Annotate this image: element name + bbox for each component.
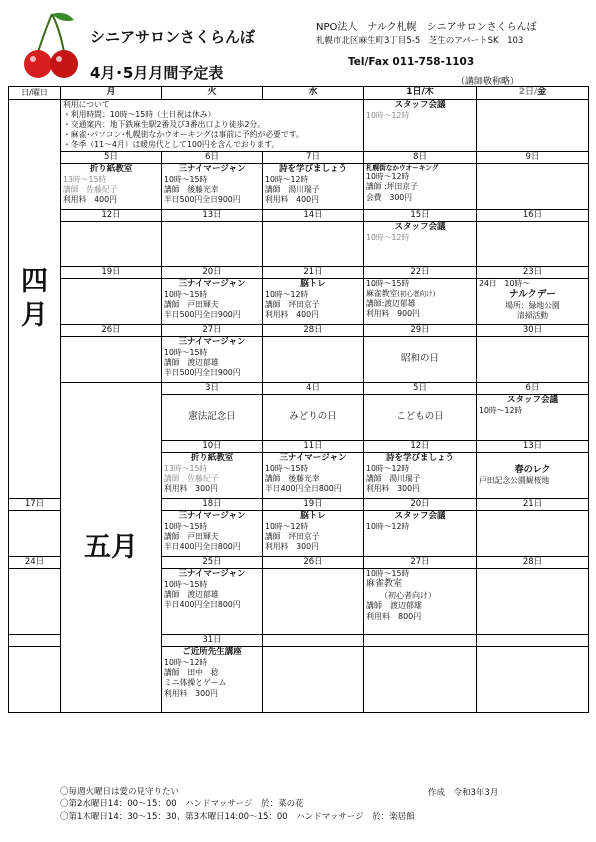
event-time: 10時～12時 — [366, 232, 410, 242]
event-topic: ミニ体操とゲーム — [164, 678, 227, 688]
holiday-showa: 昭和の日 — [364, 336, 477, 382]
april-label: 四月 — [9, 99, 61, 498]
may-label: 五月 — [61, 382, 162, 712]
date-cell: 27日 — [162, 324, 263, 336]
event-time: 10時～15時 — [164, 522, 208, 532]
event-fee: 利用料 300円 — [265, 542, 319, 552]
date-cell: 17日 — [9, 498, 61, 510]
event-title: 折り紙教室 — [190, 452, 234, 463]
event-title: 三ナイマージャン — [178, 336, 246, 347]
event-title: スタッフ会議 — [394, 511, 446, 522]
event-title: 折り紙教室 — [89, 163, 133, 174]
friday-date-gray: 2日/ — [518, 87, 538, 97]
event-fee: 半日400円全日800円 — [164, 542, 241, 552]
event-time: 13時～15時 — [164, 464, 208, 474]
date-cell: 22日 — [364, 266, 477, 278]
event-teacher: 講師 湯川瑞子 — [366, 474, 421, 484]
empty-cell — [9, 647, 61, 713]
empty-cell — [162, 221, 263, 266]
date-row — [9, 382, 589, 394]
event-title: 三ナイマージャン — [178, 278, 246, 289]
date-cell: 11日 — [263, 440, 364, 452]
monday-header: 月 — [61, 87, 162, 100]
holiday-children: こどもの日 — [364, 394, 477, 440]
event-title: 三ナイマージャン — [178, 569, 246, 580]
event-title: 詩を学びましょう — [278, 163, 347, 174]
event-time: 10時～12時 — [265, 289, 309, 299]
empty-cell — [477, 511, 589, 557]
date-cell: 9日 — [477, 151, 589, 163]
event-origami — [61, 163, 162, 209]
usage-line: ・交通案内：地下鉄麻生駅2番及び3番出口より徒歩2分。 — [63, 119, 266, 129]
event-title: 脳トレ — [300, 278, 326, 289]
event-title: ご近所先生講座 — [182, 647, 242, 658]
date-row — [9, 324, 589, 336]
event-fee: 利用料 300円 — [366, 484, 420, 494]
day-label-header: 日/曜日 — [9, 87, 61, 100]
empty-cell — [263, 635, 364, 647]
event-teacher: 講師 後藤光幸 — [164, 184, 219, 194]
friday-header — [477, 87, 589, 100]
event-title: 三ナイマージャン — [178, 511, 246, 522]
date-cell: 8日 — [364, 151, 477, 163]
intro-row — [9, 99, 589, 151]
event-teacher: 講師 佐藤紀子 — [63, 184, 118, 194]
date-cell: 5日 — [61, 151, 162, 163]
date-cell: 10日 — [162, 440, 263, 452]
cherry-logo-icon — [22, 8, 82, 88]
event-title: スタッフ会議 — [506, 394, 558, 405]
event-teacher: 講師:渡辺郁雄 — [366, 299, 416, 309]
event-time: 24日 10時～ — [479, 278, 531, 288]
date-cell: 27日 — [364, 557, 477, 569]
empty-cell — [364, 647, 477, 713]
empty-cell — [9, 511, 61, 557]
date-cell: 19日 — [61, 266, 162, 278]
event-title: 春のレク — [514, 464, 551, 475]
empty-cell — [9, 569, 61, 635]
date-cell: 6日 — [477, 382, 589, 394]
event-fee: 半日500円全日900円 — [164, 368, 241, 378]
usage-heading: 利用について — [63, 99, 110, 109]
date-cell: 28日 — [263, 324, 364, 336]
event-time: 10時～12時 — [366, 464, 410, 474]
date-cell: 28日 — [477, 557, 589, 569]
event-teacher: 講師 田中 稔 — [164, 668, 219, 678]
event-staff-meeting — [364, 221, 477, 266]
schedule-table — [8, 86, 589, 713]
event-time: 10時～15時 — [164, 347, 208, 357]
event-mahjong — [162, 278, 263, 324]
event-fee: 利用料 900円 — [366, 309, 420, 319]
date-cell: 20日 — [364, 498, 477, 510]
date-cell: 25日 — [162, 557, 263, 569]
event-row — [9, 278, 589, 324]
holiday-constitution: 憲法記念日 — [162, 394, 263, 440]
page-subtitle: 4月･5月月間予定表 — [90, 64, 224, 82]
date-cell: 29日 — [364, 324, 477, 336]
event-origami — [162, 452, 263, 498]
date-cell: 13日 — [477, 440, 589, 452]
event-brain-training — [263, 278, 364, 324]
event-title: スタッフ会議 — [394, 99, 446, 110]
empty-cell — [477, 336, 589, 382]
date-cell: 13日 — [162, 209, 263, 221]
event-teacher: 講師 渡辺郁雄 — [164, 590, 219, 600]
event-time: 10時～12時 — [164, 658, 208, 668]
event-note: (初心者向け) — [397, 289, 436, 298]
event-teacher: 講師 :坪田京子 — [366, 182, 418, 192]
created-date: 作成 令和3年3月 — [428, 788, 499, 798]
event-teacher: 講師 戸田輝夫 — [164, 532, 219, 542]
date-row — [9, 151, 589, 163]
event-title: 詩を学びましょう — [385, 452, 454, 463]
event-time: 10時～15時 — [164, 580, 208, 590]
empty-cell — [477, 163, 589, 209]
empty-cell — [477, 99, 589, 151]
honorific-note: （講師敬称略） — [456, 77, 520, 87]
event-time: 10時～12時 — [265, 522, 309, 532]
event-staff-meeting — [364, 511, 477, 557]
date-cell: 21日 — [263, 266, 364, 278]
thursday-header: 1日/木 — [364, 87, 477, 100]
event-activity: 清掃活動 — [516, 311, 549, 321]
date-cell: 26日 — [263, 557, 364, 569]
empty-cell — [477, 635, 589, 647]
date-cell: 12日 — [364, 440, 477, 452]
event-teacher: 講師 渡辺郁雄 — [366, 601, 422, 611]
date-cell: 5日 — [364, 382, 477, 394]
event-title: ナルクデー — [509, 288, 556, 300]
date-cell: 23日 — [477, 266, 589, 278]
event-time: 10時～15時 — [164, 174, 208, 184]
event-place: 場所：緑地公園 — [505, 301, 560, 311]
event-time: 10時～12時 — [265, 174, 309, 184]
weekday-header-row — [9, 87, 589, 100]
holiday-greenery: みどりの日 — [263, 394, 364, 440]
event-time: 10時～15時 — [164, 289, 208, 299]
event-time: 10時～15時 — [366, 278, 410, 288]
event-staff-meeting — [477, 394, 589, 440]
event-time: 13時～15時 — [63, 174, 107, 184]
organization-address: 札幌市北区麻生町3丁目5-5 芝生のアパートSK 103 — [316, 36, 524, 46]
event-poem — [263, 163, 364, 209]
date-cell: 14日 — [263, 209, 364, 221]
event-teacher: 講師 坪田京子 — [265, 300, 320, 309]
event-fee: 半日500円全日900円 — [164, 310, 241, 320]
event-teacher: 講師 湯川瑞子 — [265, 184, 320, 194]
date-cell: 31日 — [162, 635, 263, 647]
event-title: 三ナイマージャン — [178, 163, 246, 174]
date-cell: 18日 — [162, 498, 263, 510]
date-cell: 3日 — [162, 382, 263, 394]
footer-note: 〇第1木曜日14：30～15：30、第3木曜日14:00～15：00 ハンドマッサージ 於：楽居館 — [60, 811, 415, 822]
event-neighborhood-lecture — [162, 647, 263, 713]
event-time: 10時～12時 — [366, 110, 410, 120]
empty-cell — [263, 221, 364, 266]
event-fee: 利用料 300円 — [164, 484, 218, 494]
date-cell: 24日 — [9, 557, 61, 569]
empty-cell — [263, 336, 364, 382]
event-mahjong — [263, 452, 364, 498]
event-brain-training — [263, 511, 364, 557]
event-mahjong-class — [364, 278, 477, 324]
usage-line: ・麻雀･パソコン･札幌街なかウオーキングは事前に予約が必要です。 — [63, 130, 304, 140]
event-place: 戸田記念公園観桜地 — [479, 476, 550, 486]
phone-number: Tel/Fax 011-758-1103 — [348, 56, 475, 68]
event-fee: 利用料 300円 — [164, 688, 218, 698]
event-fee: 半日400円全日800円 — [265, 484, 342, 494]
date-cell: 6日 — [162, 151, 263, 163]
event-fee: 利用料 800円 — [366, 611, 422, 621]
event-fee: 半日400円全日800円 — [164, 600, 241, 610]
wednesday-header: 水 — [263, 87, 364, 100]
date-cell: 26日 — [61, 324, 162, 336]
organization-name: NPO法人 ナルク札幌 シニアサロンさくらんぼ — [316, 22, 537, 33]
event-time: 10時～12時 — [366, 522, 410, 532]
friday-label: 金 — [537, 87, 547, 97]
event-teacher: 講師 坪田京子 — [265, 532, 320, 542]
usage-line: ・利用時間：10時～15時（土日祝は休み） — [63, 109, 216, 119]
event-fee: 利用料 400円 — [265, 195, 319, 205]
event-staff-meeting — [364, 99, 477, 151]
event-name: 麻雀教室 — [366, 579, 403, 590]
empty-cell — [61, 278, 162, 324]
event-title: 札幌街なかウオーキング — [366, 163, 439, 172]
event-fee: 半日500円全日900円 — [164, 195, 241, 205]
footer-note: 〇第2水曜日14：00～15：00 ハンドマッサージ 於：菜の花 — [60, 799, 304, 810]
event-time: 10時～12時 — [366, 172, 410, 182]
empty-cell — [61, 336, 162, 382]
date-row — [9, 209, 589, 221]
date-cell: 4日 — [263, 382, 364, 394]
event-note: （初心者向け） — [380, 590, 436, 600]
event-spring-recreation — [477, 452, 589, 498]
event-time: 10時～15時 — [366, 569, 410, 579]
page-title: シニアサロンさくらんぼ — [90, 28, 256, 46]
date-row — [9, 266, 589, 278]
event-teacher: 講師 戸田輝夫 — [164, 300, 219, 309]
event-row — [9, 163, 589, 209]
empty-cell — [364, 635, 477, 647]
event-time: 10時～15時 — [265, 464, 309, 474]
empty-cell — [477, 647, 589, 713]
empty-cell — [263, 569, 364, 635]
event-walking — [364, 163, 477, 209]
event-mahjong — [162, 163, 263, 209]
empty-cell — [477, 569, 589, 635]
date-cell: 19日 — [263, 498, 364, 510]
event-mahjong — [162, 569, 263, 635]
date-cell: 21日 — [477, 498, 589, 510]
date-cell: 20日 — [162, 266, 263, 278]
event-row — [9, 221, 589, 266]
footer-notes — [60, 786, 415, 823]
event-name: 麻雀教室 — [366, 288, 398, 298]
event-title: 脳トレ — [300, 511, 326, 522]
empty-cell — [477, 221, 589, 266]
date-cell: 7日 — [263, 151, 364, 163]
event-title: スタッフ会議 — [394, 221, 446, 232]
usage-info — [61, 99, 364, 151]
usage-line: ・冬季（11～4月）は暖房代として100円を含んでおります。 — [63, 140, 280, 150]
event-mahjong-class — [364, 569, 477, 635]
event-teacher: 講師 渡辺郁雄 — [164, 358, 219, 368]
event-title: 三ナイマージャン — [279, 452, 347, 463]
empty-cell — [61, 221, 162, 266]
footer-note: 〇毎週火曜日は愛の見守りたい — [60, 787, 180, 797]
event-mahjong — [162, 336, 263, 382]
event-row — [9, 336, 589, 382]
event-poem — [364, 452, 477, 498]
empty-cell — [263, 647, 364, 713]
event-naruku-day — [477, 278, 589, 324]
event-fee: 利用料 400円 — [265, 310, 319, 320]
event-fee: 利用料 400円 — [63, 195, 117, 205]
event-title — [366, 289, 474, 299]
date-cell: 12日 — [61, 209, 162, 221]
date-cell: 30日 — [477, 324, 589, 336]
empty-cell — [9, 635, 61, 647]
date-cell: 16日 — [477, 209, 589, 221]
event-fee: 会費 300円 — [366, 192, 413, 202]
event-mahjong — [162, 511, 263, 557]
event-time: 10時～12時 — [479, 405, 523, 415]
date-cell: 15日 — [364, 209, 477, 221]
tuesday-header: 火 — [162, 87, 263, 100]
event-teacher: 講師 後藤光幸 — [265, 474, 320, 484]
event-teacher: 講師 佐藤紀子 — [164, 474, 219, 484]
